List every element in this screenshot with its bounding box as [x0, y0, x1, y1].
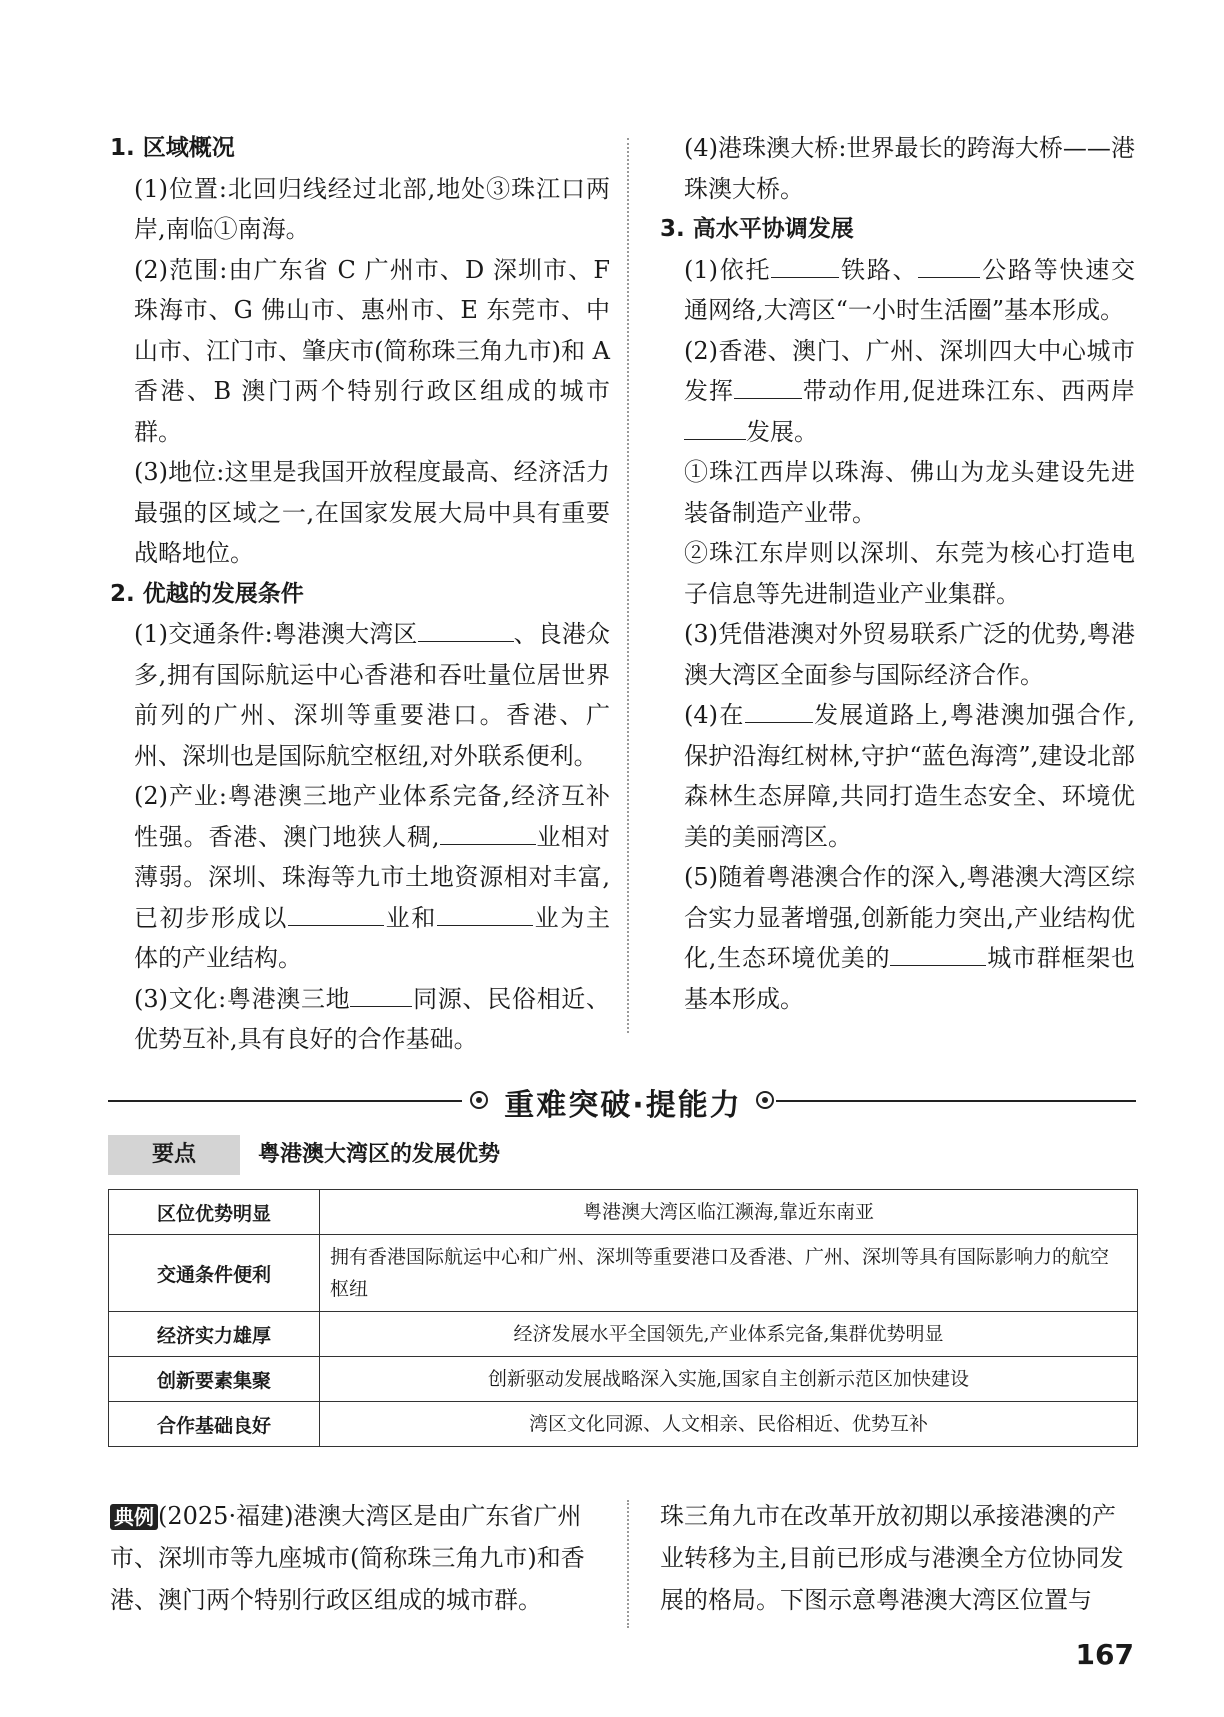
west-bank-item: ①珠江西岸以珠海、佛山为龙头建设先进装备制造产业带。: [684, 458, 1135, 527]
table-key: 区位优势明显: [109, 1190, 320, 1235]
fill-blank[interactable]: [437, 903, 533, 926]
outcome-paragraph: (5)随着粤港澳合作的深入,粤港澳大湾区综合实力显著增强,创新能力突出,产业结构优化,生态环境优美的 城市群框架也基本形成。: [684, 863, 1135, 1013]
table-row: [109, 1190, 1138, 1235]
fill-blank[interactable]: [350, 984, 412, 1007]
culture-paragraph: (3)文化:粤港澳三地 同源、民俗相近、优势互补,具有良好的合作基础。: [134, 984, 610, 1053]
section-2-title: 2. 优越的发展条件: [110, 580, 304, 607]
transport-paragraph: (1)交通条件:粤港澳大湾区 、良港众多,拥有国际航运中心香港和吞吐量位居世界前列的广州、深圳等重要港口。香港、广州、深圳也是国际航空枢纽,对外联系便利。: [134, 620, 610, 770]
key-point-tag: 要点: [108, 1135, 240, 1175]
table-key: 经济实力雄厚: [109, 1312, 320, 1357]
fill-blank[interactable]: [890, 943, 986, 966]
fill-blank[interactable]: [684, 417, 746, 440]
table-value: 粤港澳大湾区临江濒海,靠近东南亚: [320, 1190, 1138, 1235]
location-paragraph: (1)位置:北回归线经过北部,地处③珠江口两岸,南临①南海。: [134, 174, 610, 243]
banner-rule-right: [776, 1100, 1136, 1102]
section-3-title: 3. 高水平协调发展: [660, 216, 854, 242]
banner-title: 重难突破·提能力: [504, 1088, 742, 1123]
ecology-paragraph: (4)在 发展道路上,粤港澳加强合作,保护沿海红树林,守护“蓝色海湾”,建设北部森林生态屏障,共同打造生态安全、环境优美的美丽湾区。: [684, 701, 1135, 851]
table-value: 经济发展水平全国领先,产业体系完备,集群优势明显: [320, 1312, 1138, 1357]
status-paragraph: (3)地位:这里是我国开放程度最高、经济活力最强的区域之一,在国家发展大局中具有重要战略地位。: [134, 458, 610, 567]
fill-blank[interactable]: [440, 822, 536, 845]
example-text-right: 珠三角九市在改革开放初期以承接港澳的产业转移为主,目前已形成与港澳全方位协同发展的格局。下图示意粤港澳大湾区位置与: [660, 1502, 1124, 1614]
table-value: 创新驱动发展战略深入实施,国家自主创新示范区加快建设: [320, 1357, 1138, 1402]
section-1-title: 1. 区域概况: [110, 135, 235, 161]
table-row: [109, 1312, 1138, 1357]
key-point-text: 粤港澳大湾区的发展优势: [258, 1142, 501, 1167]
table-key: 合作基础良好: [109, 1402, 320, 1447]
transport-network-paragraph: (1)依托 铁路、 公路等快速交通网络,大湾区“一小时生活圈”基本形成。: [684, 255, 1136, 324]
example-left: [110, 1495, 610, 1621]
bullet-circle-icon: [470, 1091, 488, 1109]
table-row: [109, 1357, 1138, 1402]
fill-blank[interactable]: [745, 700, 813, 723]
fill-blank[interactable]: [288, 903, 384, 926]
example-text-left: (2025·福建)港澳大湾区是由广东省广州市、深圳市等九座城市(简称珠三角九市)和香港、澳门两个特别行政区组成的城市群。: [110, 1502, 585, 1614]
column-divider: [627, 138, 629, 1033]
center-cities-paragraph: (2)香港、澳门、广州、深圳四大中心城市发挥 带动作用,促进珠江东、西两岸发展。: [684, 336, 1135, 446]
industry-paragraph: (2)产业:粤港澳三地产业体系完备,经济互补性强。香港、澳门地狭人稠, 业相对薄弱。深圳、珠海等九市土地资源相对丰富,已初步形成以 业和 业为主体的产业结构。: [134, 782, 610, 972]
scope-paragraph: (2)范围:由广东省 C 广州市、D 深圳市、F 珠海市、G 佛山市、惠州市、E 东莞市、中山市、江门市、肇庆市(简称珠三角九市)和 A 香港、B 澳门两个特别行政区组成的城市群。: [134, 255, 610, 446]
column-divider: [627, 1500, 629, 1628]
table-key: 创新要素集聚: [109, 1357, 320, 1402]
fill-blank[interactable]: [734, 376, 802, 399]
page-number: 167: [1075, 1638, 1134, 1671]
east-bank-item: ②珠江东岸则以深圳、东莞为核心打造电子信息等先进制造业产业集群。: [684, 539, 1135, 608]
fill-blank[interactable]: [418, 619, 514, 642]
fill-blank[interactable]: [918, 255, 980, 278]
right-column: [660, 128, 1135, 1019]
bridge-paragraph: (4)港珠澳大桥:世界最长的跨海大桥——港珠澳大桥。: [684, 134, 1135, 203]
banner-rule-left: [108, 1100, 462, 1102]
table-row: [109, 1235, 1138, 1312]
trade-paragraph: (3)凭借港澳对外贸易联系广泛的优势,粤港澳大湾区全面参与国际经济合作。: [684, 620, 1135, 689]
table-row: [109, 1402, 1138, 1447]
example-tag: 典例: [110, 1504, 158, 1530]
bullet-circle-icon: [756, 1091, 774, 1109]
fill-blank[interactable]: [771, 255, 839, 278]
table-key: 交通条件便利: [109, 1235, 320, 1312]
key-point-bar: [108, 1135, 1138, 1175]
table-value: 拥有香港国际航运中心和广州、深圳等重要港口及香港、广州、深圳等具有国际影响力的航空枢纽: [320, 1235, 1138, 1312]
example-right: [660, 1495, 1135, 1621]
left-column: [110, 128, 610, 1060]
section-banner: [108, 1082, 1138, 1123]
advantages-table: [108, 1189, 1138, 1447]
table-value: 湾区文化同源、人文相亲、民俗相近、优势互补: [320, 1402, 1138, 1447]
